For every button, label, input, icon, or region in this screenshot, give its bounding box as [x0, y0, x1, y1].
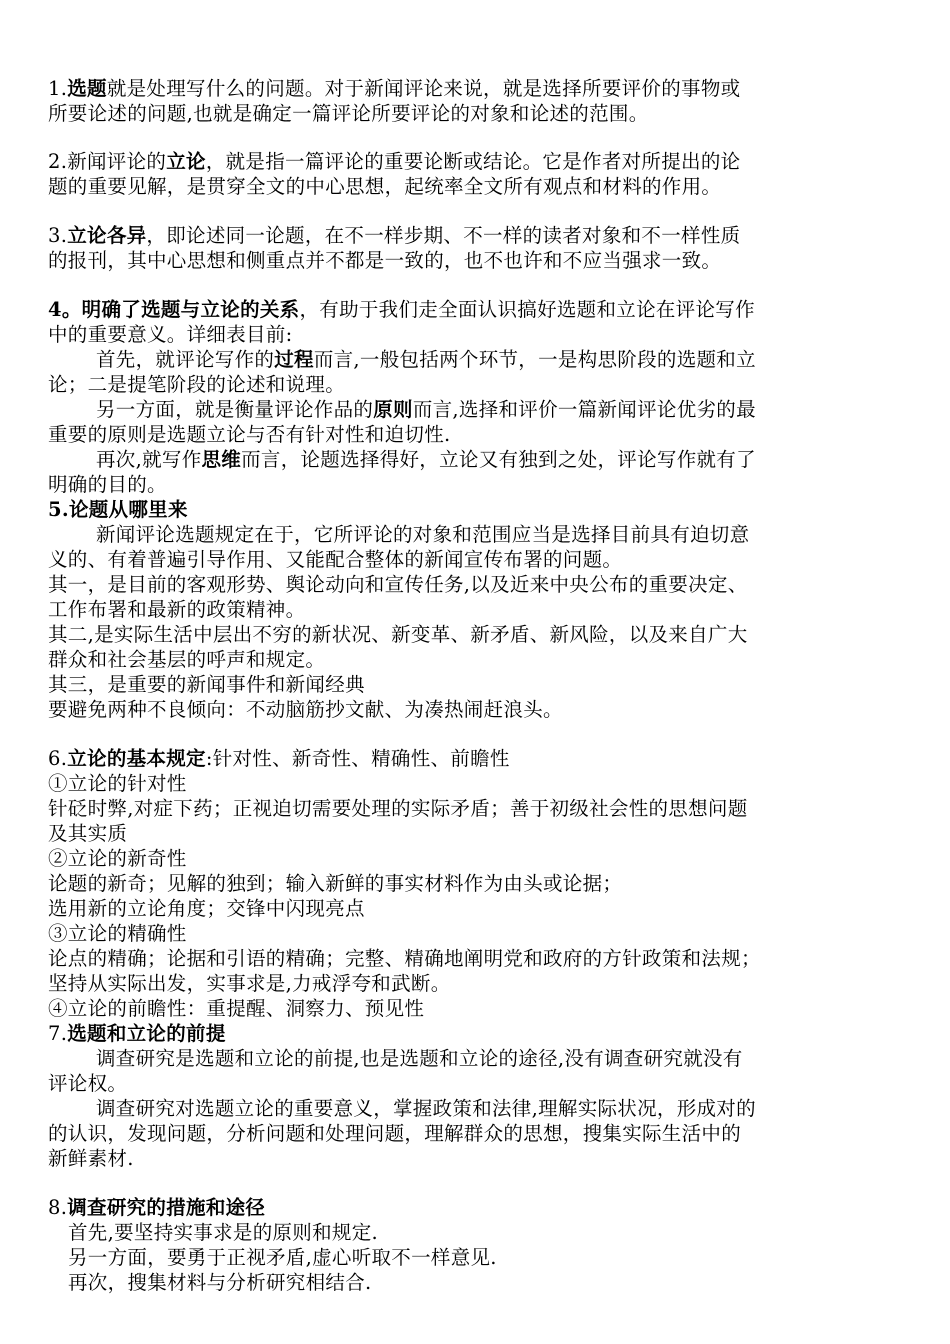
s4-para3-line-2: 明确的目的。: [48, 473, 167, 496]
s8-item3: 再次，搜集材料与分析研究相结合.: [68, 1271, 372, 1294]
s7-number: 7.: [48, 1022, 68, 1045]
s3-text: ，即论述同一论题，在不一样步期、不一样的读者对象和不一样性质: [146, 224, 741, 247]
s3-line-2: 的报刊，其中心思想和侧重点并不都是一致的，也不也许和不应当强求一致。: [48, 249, 722, 272]
s4-para1-line-2: 论；二是提笔阶段的论述和说理。: [48, 373, 346, 396]
s6-item1-line-1: 针砭时弊,对症下药；正视迫切需要处理的实际矛盾；善于初级社会性的思想问题: [48, 797, 748, 820]
s3-line-1: [48, 223, 908, 248]
s4-text: ，有助于我们走全面认识搞好选题和立论在评论写作: [299, 298, 755, 321]
s4-para3-prefix: 再次,就写作: [96, 448, 202, 471]
s2-text: ，就是指一篇评论的重要论断或结论。它是作者对所提出的论: [205, 150, 741, 173]
s4-para1-prefix: 首先，就评论写作的: [96, 348, 275, 371]
s6-text: :针对性、新奇性、精确性、前瞻性: [205, 747, 510, 770]
s2-prefix: 2.新闻评论的: [48, 150, 167, 173]
s6-line-1: [48, 746, 908, 771]
s4-term: 明确了选题与立论的关系: [81, 298, 300, 321]
s4-line-1: [48, 297, 908, 322]
s4-para2-term: 原则: [373, 398, 413, 421]
s2-line-1: [48, 149, 908, 174]
s7-para1-line-2: 评论权。: [48, 1072, 128, 1095]
s5-item3: 其三，是重要的新闻事件和新闻经典: [48, 673, 365, 696]
s6-item3-title: ③立论的精确性: [48, 922, 187, 945]
s6-item1-line-2: 及其实质: [48, 822, 128, 845]
s8-item2: 另一方面，要勇于正视矛盾,虚心听取不一样意见.: [68, 1246, 497, 1269]
s1-line-2: 所要论述的问题,也就是确定一篇评论所要评论的对象和论述的范围。: [48, 102, 649, 125]
s4-line-2: 中的重要意义。详细表目前:: [48, 323, 293, 346]
s4-para2-text: 而言,选择和评价一篇新闻评论优劣的最: [412, 398, 756, 421]
s4-para1-term: 过程: [274, 348, 314, 371]
s4-para3-term: 思维: [201, 448, 242, 471]
s6-item3-line-2: 坚持从实际出发，实事求是,力戒浮夸和武断。: [48, 972, 451, 995]
s4-para2-line-1: [96, 397, 908, 422]
s8-item1: 首先,要坚持实事求是的原则和规定.: [68, 1221, 378, 1244]
s8-number: 8.: [48, 1196, 68, 1219]
s6-item2-title: ②立论的新奇性: [48, 847, 187, 870]
s5-item1-line-1: 其一，是目前的客观形势、舆论动向和宣传任务,以及近来中央公布的重要决定、: [48, 573, 748, 596]
s4-para1-line-1: [96, 347, 908, 372]
s5-item2-line-2: 群众和社会基层的呼声和规定。: [48, 648, 326, 671]
s6-item3-line-1: 论点的精确；论据和引语的精确；完整、精确地阐明党和政府的方针政策和法规；: [48, 947, 761, 970]
s5-para1-line-1: 新闻评论选题规定在于，它所评论的对象和范围应当是选择目前具有迫切意: [96, 523, 750, 546]
s7-para1-line-1: 调查研究是选题和立论的前提,也是选题和立论的途径,没有调查研究就没有: [96, 1047, 743, 1070]
s5-heading: [48, 497, 908, 522]
s7-term: 选题和立论的前提: [67, 1022, 226, 1045]
s6-item4: ④立论的前瞻性：重提醒、洞察力、预见性: [48, 997, 425, 1020]
s7-heading: [48, 1021, 908, 1046]
s6-term: 立论的基本规定: [67, 747, 206, 770]
s8-term: 调查研究的措施和途径: [67, 1196, 266, 1219]
s4-para2-prefix: 另一方面，就是衡量评论作品的: [96, 398, 374, 421]
s4-para1-text: 而言,一般包括两个环节，一是构思阶段的选题和立: [313, 348, 756, 371]
s6-item1-title: ①立论的针对性: [48, 772, 187, 795]
s1-text: 就是处理写什么的问题。对于新闻评论来说，就是选择所要评价的事物或: [106, 77, 741, 100]
s5-item2-line-1: 其二,是实际生活中层出不穷的新状况、新变革、新矛盾、新风险，以及来自广大: [48, 623, 748, 646]
s7-para2-line-2: 的认识，发现问题，分析问题和处理问题，理解群众的思想，搜集实际生活中的: [48, 1122, 742, 1145]
s5-item1-line-2: 工作布署和最新的政策精神。: [48, 598, 306, 621]
s4-para2-line-2: 重要的原则是选题立论与否有针对性和迫切性.: [48, 423, 451, 446]
s7-para2-line-3: 新鲜素材.: [48, 1147, 134, 1170]
s1-line-1: [48, 76, 908, 101]
s3-number: 3.: [48, 224, 68, 247]
s4-para3-text: 而言，论题选择得好，立论又有独到之处，评论写作就有了: [241, 448, 756, 471]
s4-number: 4。: [48, 298, 82, 321]
s6-item2-line-1: 论题的新奇；见解的独到；输入新鲜的事实材料作为由头或论据；: [48, 872, 623, 895]
s1-term: 选题: [67, 77, 107, 100]
s2-line-2: 题的重要见解，是贯穿全文的中心思想，起统率全文所有观点和材料的作用。: [48, 175, 722, 198]
s5-heading-text: 5.论题从哪里来: [48, 498, 188, 521]
s3-term: 立论各异: [67, 224, 147, 247]
s4-para3-line-1: [96, 447, 908, 472]
s1-number: 1.: [48, 77, 68, 100]
s2-term: 立论: [166, 150, 206, 173]
s5-note: 要避免两种不良倾向：不动脑筋抄文献、为凑热闹赶浪头。: [48, 698, 563, 721]
s6-item2-line-2: 选用新的立论角度；交锋中闪现亮点: [48, 897, 365, 920]
s5-para1-line-2: 义的、有着普遍引导作用、又能配合整体的新闻宣传布署的问题。: [48, 548, 623, 571]
s7-para2-line-1: 调查研究对选题立论的重要意义，掌握政策和法律,理解实际状况，形成对的: [96, 1097, 756, 1120]
s8-heading: [48, 1195, 908, 1220]
s6-number: 6.: [48, 747, 68, 770]
